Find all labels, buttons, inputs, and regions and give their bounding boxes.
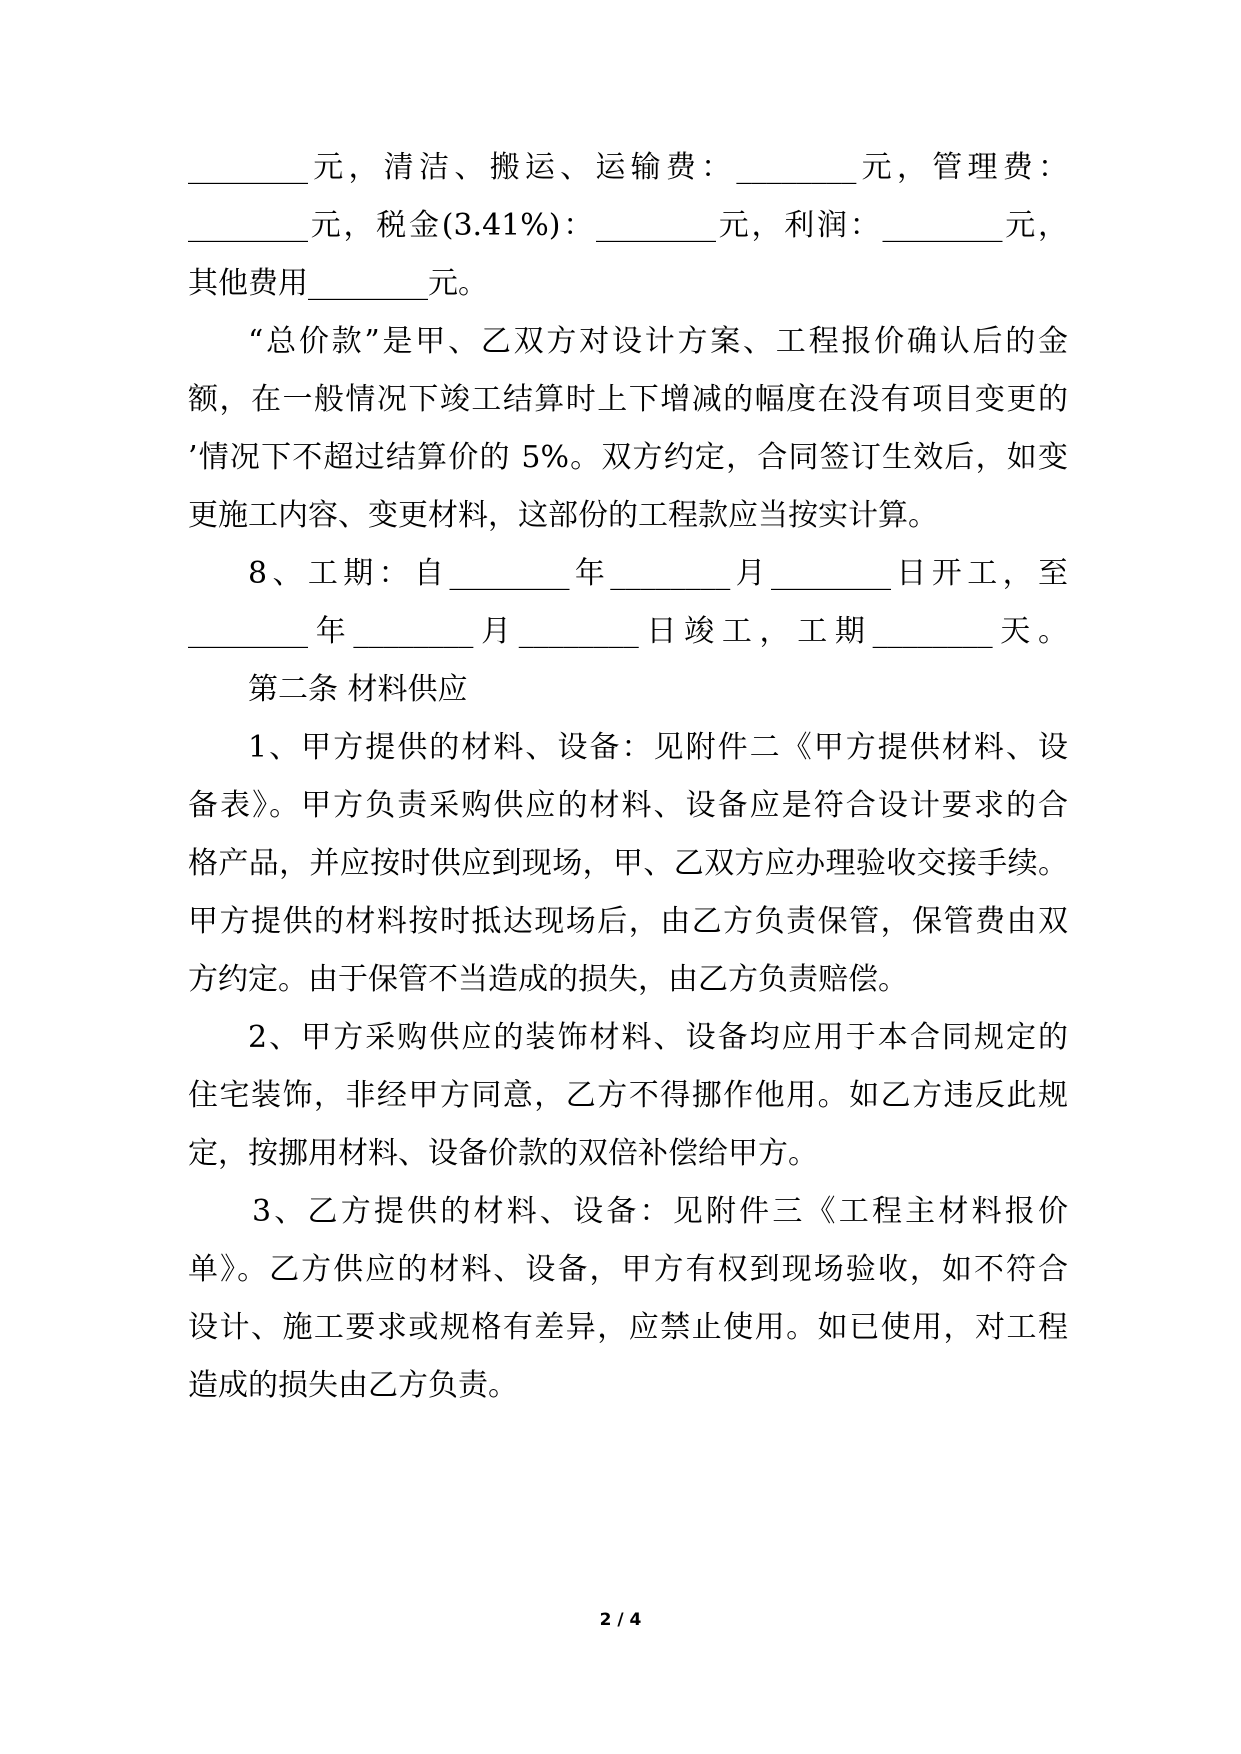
text-line-6: ’情况下不超过结算价的 5%。双方约定，合同签订生效后，如变 bbox=[188, 440, 1068, 475]
text-line-8: 8、工期：自________年________月________日开工，至 bbox=[248, 556, 1068, 591]
text-line-1: ________元，清洁、搬运、运输费：________元，管理费： bbox=[188, 150, 1068, 185]
text-line-5: 额，在一般情况下竣工结算时上下增减的幅度在没有项目变更的 bbox=[188, 382, 1068, 417]
text-line-9: ________年________月________日竣工，工期________天。 bbox=[188, 614, 1068, 649]
text-line-13: 格产品，并应按时供应到现场，甲、乙双方应办理验收交接手续。 bbox=[188, 846, 1068, 881]
text-line-22: 造成的损失由乙方负责。 bbox=[188, 1368, 518, 1403]
text-line-19: 3、乙方提供的材料、设备：见附件三《工程主材料报价 bbox=[252, 1194, 1068, 1229]
text-line-16: 2、甲方采购供应的装饰材料、设备均应用于本合同规定的 bbox=[248, 1020, 1068, 1055]
text-line-11: 1、甲方提供的材料、设备：见附件二《甲方提供材料、设 bbox=[248, 730, 1068, 765]
text-line-20: 单》。乙方供应的材料、设备，甲方有权到现场验收，如不符合 bbox=[188, 1252, 1068, 1287]
text-line-2: ________元，税金(3.41%)：________元，利润：________元， bbox=[188, 208, 1068, 243]
section-heading: 第二条 材料供应 bbox=[248, 672, 468, 707]
text-line-18: 定，按挪用材料、设备价款的双倍补偿给甲方。 bbox=[188, 1136, 818, 1171]
text-line-7: 更施工内容、变更材料，这部份的工程款应当按实计算。 bbox=[188, 498, 938, 533]
text-line-15: 方约定。由于保管不当造成的损失，由乙方负责赔偿。 bbox=[188, 962, 908, 997]
text-line-3: 其他费用________元。 bbox=[188, 266, 488, 301]
text-line-14: 甲方提供的材料按时抵达现场后，由乙方负责保管，保管费由双 bbox=[188, 904, 1068, 939]
text-line-21: 设计、施工要求或规格有差异，应禁止使用。如已使用，对工程 bbox=[188, 1310, 1068, 1345]
text-line-4: “总价款”是甲、乙双方对设计方案、工程报价确认后的金 bbox=[248, 324, 1068, 359]
text-line-17: 住宅装饰，非经甲方同意，乙方不得挪作他用。如乙方违反此规 bbox=[188, 1078, 1068, 1113]
text-line-12: 备表》。甲方负责采购供应的材料、设备应是符合设计要求的合 bbox=[188, 788, 1068, 823]
page-number: 2 / 4 bbox=[599, 1610, 642, 1630]
